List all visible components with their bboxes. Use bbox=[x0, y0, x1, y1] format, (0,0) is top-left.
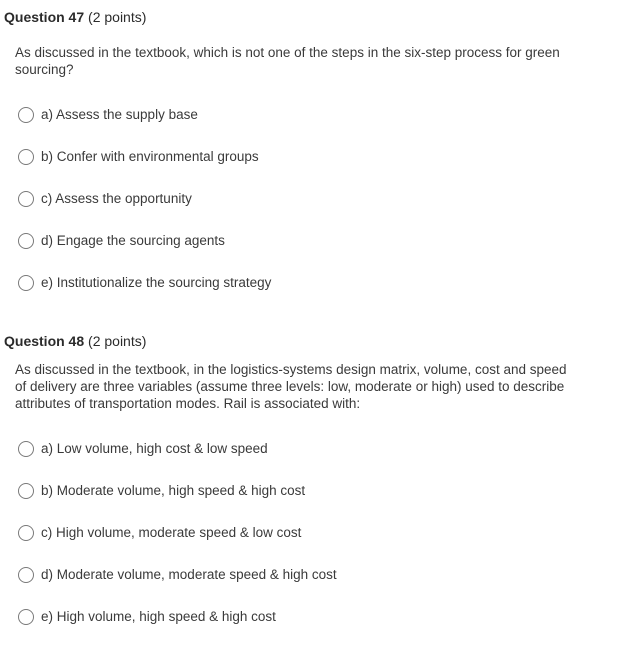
answer-option-c[interactable] bbox=[18, 523, 301, 543]
question-header bbox=[4, 8, 146, 26]
option-label[interactable]: b) Moderate volume, high speed & high cost bbox=[41, 483, 306, 498]
answer-option-b[interactable] bbox=[18, 147, 259, 167]
radio-button-icon[interactable] bbox=[18, 149, 34, 165]
option-label[interactable]: d) Engage the sourcing agents bbox=[41, 233, 225, 248]
option-label[interactable]: e) Institutionalize the sourcing strategy bbox=[41, 275, 272, 290]
option-label[interactable]: c) High volume, moderate speed & low cost bbox=[41, 525, 302, 540]
radio-button-icon[interactable] bbox=[18, 441, 34, 457]
answer-option-e[interactable] bbox=[18, 607, 276, 627]
radio-button-icon[interactable] bbox=[18, 233, 34, 249]
question-prompt: As discussed in the textbook, which is not one of the steps in the six-step process for green sourcing? bbox=[15, 45, 560, 77]
question-prompt: As discussed in the textbook, in the logistics-systems design matrix, volume, cost and speed of delivery are three variables (assume three levels: low, moderate or high) used to describe attributes of transportation modes. Rail is associated with: bbox=[15, 362, 567, 411]
radio-button-icon[interactable] bbox=[18, 609, 34, 625]
answer-option-e[interactable] bbox=[18, 273, 271, 293]
option-label[interactable]: c) Assess the opportunity bbox=[41, 191, 192, 206]
answer-option-b[interactable] bbox=[18, 481, 305, 501]
option-label[interactable]: e) High volume, high speed & high cost bbox=[41, 609, 276, 624]
option-label[interactable]: a) Low volume, high cost & low speed bbox=[41, 441, 268, 456]
radio-button-icon[interactable] bbox=[18, 567, 34, 583]
answer-option-d[interactable] bbox=[18, 565, 337, 585]
question-header bbox=[4, 332, 146, 350]
option-label[interactable]: d) Moderate volume, moderate speed & high cost bbox=[41, 567, 337, 582]
option-label[interactable]: a) Assess the supply base bbox=[41, 107, 198, 122]
radio-button-icon[interactable] bbox=[18, 483, 34, 499]
answer-option-d[interactable] bbox=[18, 231, 225, 251]
radio-button-icon[interactable] bbox=[18, 525, 34, 541]
question-points: (2 points) bbox=[88, 333, 147, 349]
option-label[interactable]: b) Confer with environmental groups bbox=[41, 149, 259, 164]
radio-button-icon[interactable] bbox=[18, 275, 34, 291]
radio-button-icon[interactable] bbox=[18, 191, 34, 207]
question-points: (2 points) bbox=[88, 9, 147, 25]
question-title: Question 47 bbox=[4, 9, 85, 25]
question-title: Question 48 bbox=[4, 333, 85, 349]
answer-option-a[interactable] bbox=[18, 439, 268, 459]
answer-option-a[interactable] bbox=[18, 105, 198, 125]
radio-button-icon[interactable] bbox=[18, 107, 34, 123]
answer-option-c[interactable] bbox=[18, 189, 192, 209]
